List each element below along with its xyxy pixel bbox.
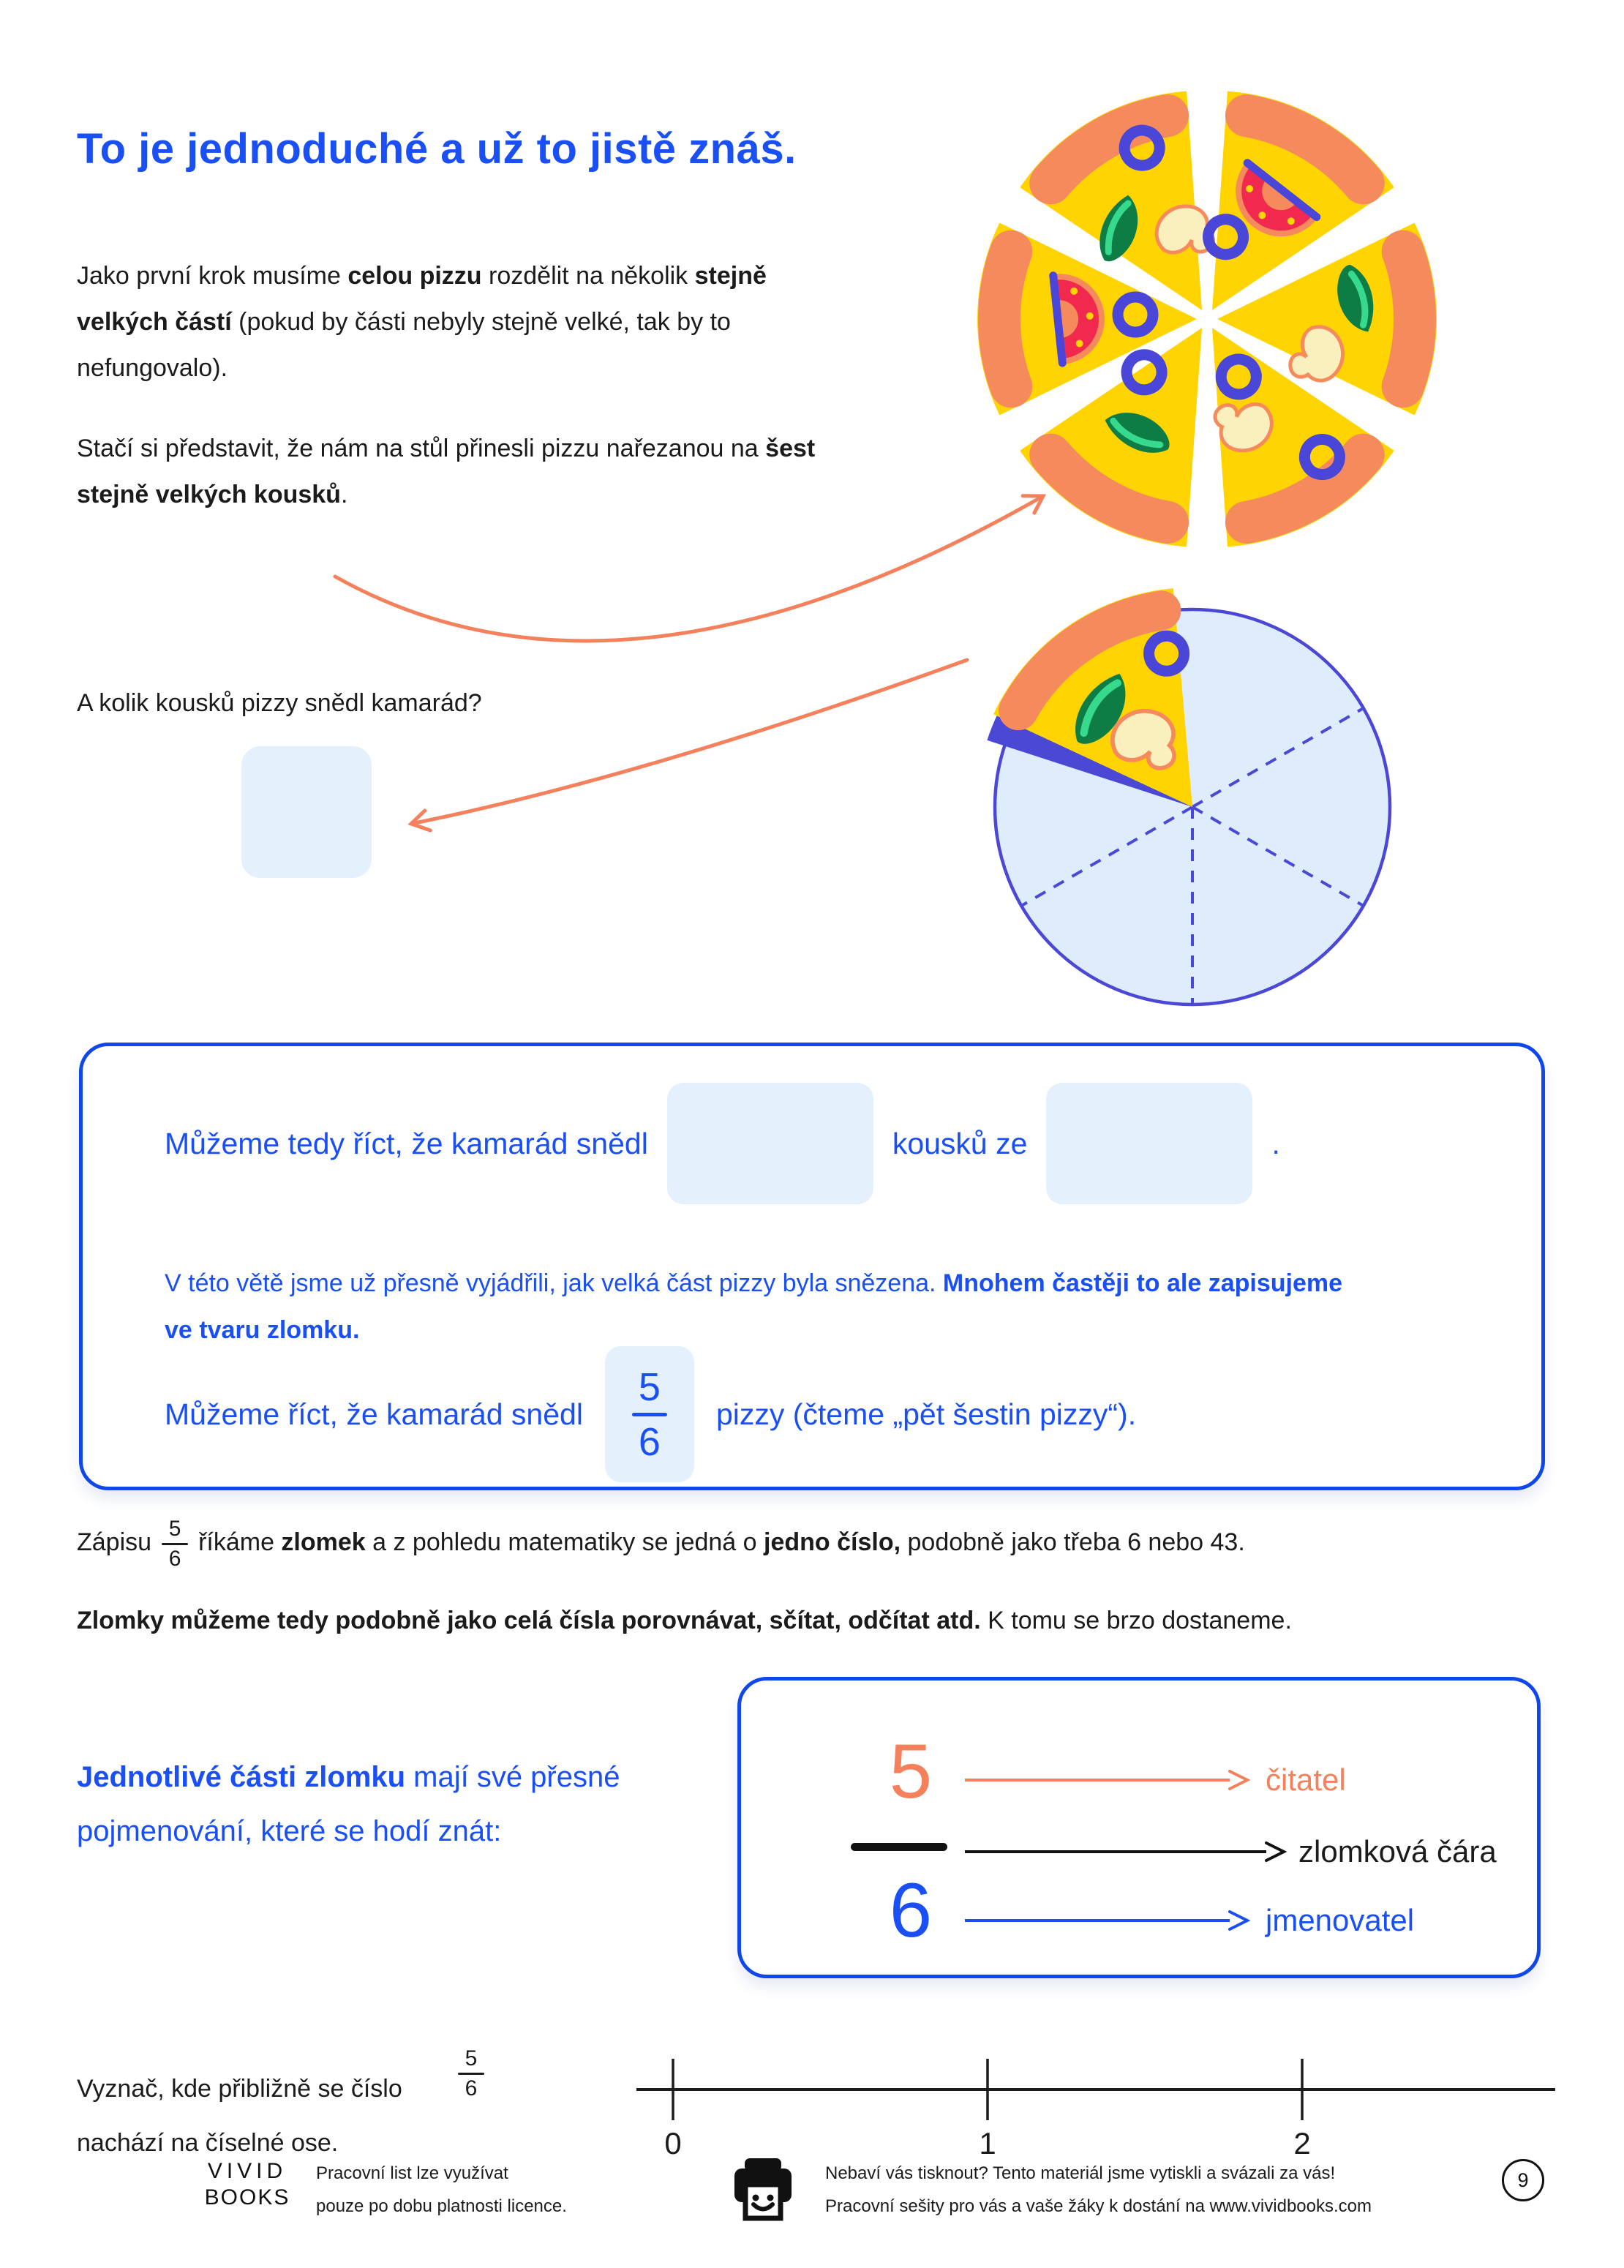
text-run: podobně jako třeba 6 nebo 43. bbox=[901, 1528, 1245, 1556]
fraction-bar bbox=[162, 1543, 188, 1545]
statement-line-2 bbox=[165, 1260, 1452, 1353]
text-run: (pokud by části nebyly stejně velké, tak by to nefungovalo). bbox=[77, 308, 731, 382]
vividbooks-logo bbox=[189, 2158, 306, 2211]
text-run: a z pohledu matematiky se jedná o bbox=[365, 1528, 764, 1556]
text-run: rozdělit na několik bbox=[481, 262, 695, 290]
statement-line-2-row2: ve tvaru zlomku. bbox=[165, 1316, 360, 1344]
text-run-bold: Mnohem častěji to ale zapisujeme bbox=[936, 1269, 1342, 1297]
text-run: Můžeme tedy říct, že kamarád snědl bbox=[165, 1126, 648, 1160]
text-run-bold: celou pizzu bbox=[347, 262, 482, 290]
arrow-to-answer-box bbox=[411, 660, 967, 824]
text-run-bold: stejně velkých částí bbox=[77, 262, 767, 336]
text-run: pizzy (čteme „pět šestin pizzy“). bbox=[715, 1397, 1137, 1431]
numberline-tick-label: 1 bbox=[979, 2126, 996, 2160]
question-text: A kolik kousků pizzy snědl kamarád? bbox=[77, 689, 482, 717]
label-zlomkova-cara: zlomková čára bbox=[1298, 1834, 1497, 1869]
parts-fraction-bar bbox=[851, 1843, 947, 1851]
text-run: Jako první krok musíme bbox=[77, 262, 348, 290]
zapis-sentence bbox=[77, 1498, 1245, 1586]
license-line-2: pouze po dobu platnosti licence. bbox=[316, 2196, 567, 2216]
statement-line-1 bbox=[165, 1081, 1280, 1206]
text-run: Zápisu bbox=[77, 1528, 152, 1556]
number-line[interactable] bbox=[629, 2053, 1565, 2133]
parts-denominator-digit: 6 bbox=[889, 1868, 933, 1953]
footer-info-line-1: Nebaví vás tisknout? Tento materiál jsme vytiskli a svázali za vás! bbox=[825, 2163, 1336, 2183]
statement-line-2-row1 bbox=[165, 1260, 1452, 1307]
fraction-five-sixths bbox=[605, 1346, 694, 1482]
text-run-bold: Zlomky můžeme tedy podobně jako celá čísla porovnávat, sčítat, odčítat atd. bbox=[77, 1607, 981, 1634]
numberline-task-line2: nachází na číselné ose. bbox=[77, 2129, 339, 2157]
fraction-parts-box bbox=[737, 1677, 1541, 1978]
text-run-bold: zlomek bbox=[281, 1528, 366, 1556]
text-run: V této větě jsme už přesně vyjádřili, jak velká část pizzy byla snězena. bbox=[165, 1269, 936, 1297]
pizza-six-slices-illustration bbox=[951, 63, 1463, 575]
page-number-badge: 9 bbox=[1502, 2159, 1544, 2201]
text-run: mají své přesné pojmenování, které se hodí znát: bbox=[77, 1761, 620, 1847]
zlomky-sentence bbox=[77, 1607, 1292, 1635]
arrow-to-zlomkova-cara-icon bbox=[962, 1839, 1288, 1865]
text-run: říkáme bbox=[198, 1528, 282, 1556]
license-note bbox=[316, 2157, 567, 2223]
fraction-five-sixths bbox=[162, 1516, 188, 1572]
intro-paragraph-2 bbox=[77, 426, 874, 518]
arrow-to-jmenovatel-icon bbox=[962, 1907, 1252, 1934]
fraction-five-sixths bbox=[458, 2046, 484, 2102]
statement-box bbox=[79, 1043, 1545, 1490]
footer-info bbox=[825, 2157, 1372, 2223]
text-run: . bbox=[1271, 1126, 1280, 1160]
fraction-numerator: 5 bbox=[465, 2046, 478, 2070]
label-jmenovatel: jmenovatel bbox=[1266, 1903, 1415, 1937]
parts-intro-text bbox=[77, 1750, 721, 1858]
fraction-numerator: 5 bbox=[168, 1516, 181, 1541]
text-run-bold: jedno číslo, bbox=[764, 1528, 901, 1556]
fraction-denominator: 6 bbox=[638, 1419, 661, 1464]
arrow-to-citatel-icon bbox=[962, 1767, 1252, 1793]
numberline-task-line1: Vyznač, kde přibližně se číslo bbox=[77, 2075, 402, 2103]
intro-paragraph-1 bbox=[77, 253, 808, 391]
blank-field-denominator[interactable] bbox=[1046, 1083, 1252, 1204]
text-run-bold: Jednotlivé části zlomku bbox=[77, 1761, 406, 1793]
footer-info-line-2: Pracovní sešity pro vás a vaše žáky k dostání na www.vividbooks.com bbox=[825, 2196, 1372, 2216]
text-run: kousků ze bbox=[892, 1126, 1028, 1160]
answer-input-box[interactable] bbox=[241, 746, 372, 878]
numberline-tick-label: 0 bbox=[664, 2126, 682, 2160]
fraction-denominator: 6 bbox=[465, 2076, 478, 2100]
fraction-numerator: 5 bbox=[638, 1364, 661, 1409]
text-run: Stačí si představit, že nám na stůl přinesli pizzu nařezanou na bbox=[77, 435, 766, 462]
logo-word-vivid: VIVID bbox=[207, 2159, 287, 2183]
blank-field-numerator[interactable] bbox=[667, 1083, 873, 1204]
license-line-1: Pracovní list lze využívat bbox=[316, 2163, 508, 2183]
text-run: K tomu se brzo dostaneme. bbox=[980, 1607, 1292, 1634]
fraction-bar bbox=[458, 2073, 484, 2075]
text-run: . bbox=[340, 481, 348, 508]
parts-numerator-digit: 5 bbox=[889, 1729, 933, 1814]
text-run: Můžeme říct, že kamarád snědl bbox=[165, 1397, 583, 1431]
fraction-denominator: 6 bbox=[168, 1546, 181, 1571]
numberline-tick-label: 2 bbox=[1293, 2126, 1311, 2160]
fraction-bar bbox=[632, 1413, 667, 1416]
pizza-fraction-diagram bbox=[966, 566, 1419, 1019]
printer-icon bbox=[732, 2157, 794, 2224]
logo-word-books: BOOKS bbox=[204, 2185, 290, 2209]
text-run-bold: šest stejně velkých kousků bbox=[77, 435, 816, 508]
page-title: To je jednoduché a už to jistě znáš. bbox=[77, 125, 797, 173]
label-citatel: čitatel bbox=[1266, 1762, 1346, 1797]
statement-line-3 bbox=[165, 1345, 1136, 1484]
